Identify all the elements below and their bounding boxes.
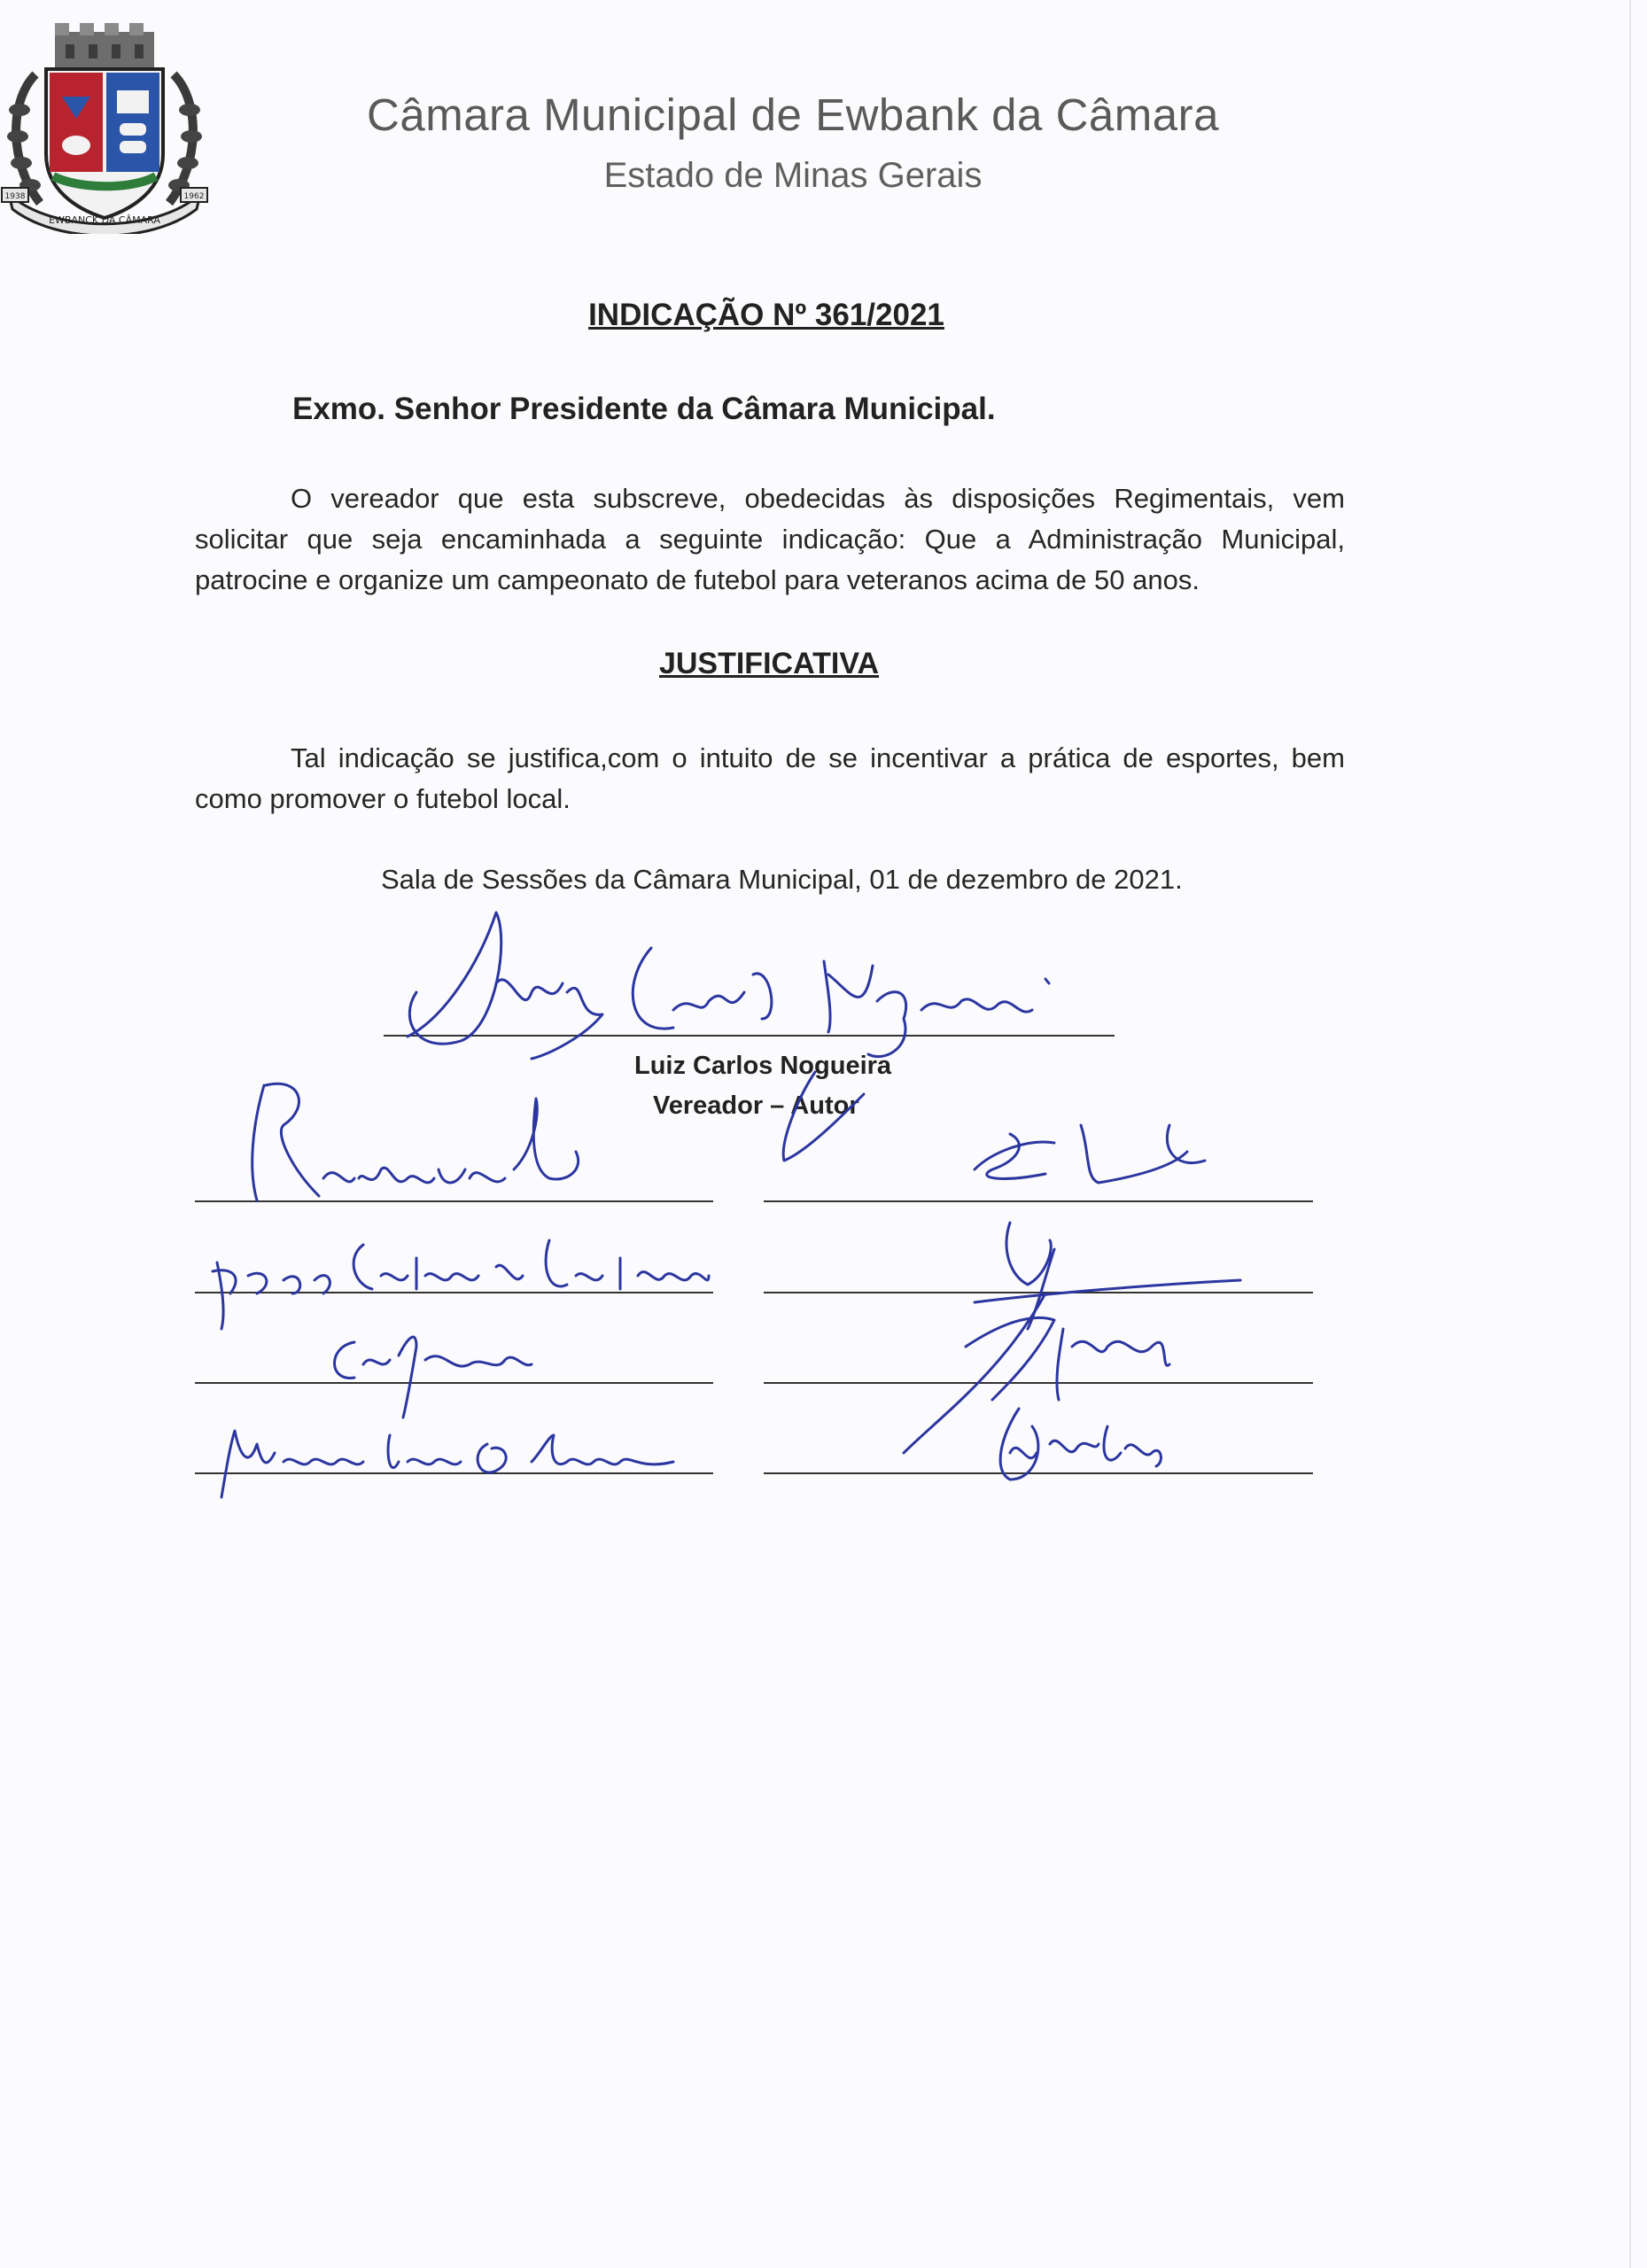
institution-title: Câmara Municipal de Ewbank da Câmara bbox=[367, 89, 1219, 140]
signature-right-2 bbox=[975, 1223, 1240, 1329]
signature-jose bbox=[213, 1240, 709, 1329]
municipal-crest-icon bbox=[0, 12, 209, 234]
closing-place-date: Sala de Sessões da Câmara Municipal, 01 de dezembro de 2021. bbox=[381, 864, 1183, 895]
signature-line bbox=[764, 1382, 1313, 1384]
author-role: Vereador – Autor bbox=[653, 1091, 859, 1120]
signature-line bbox=[764, 1200, 1313, 1202]
signature-manoel bbox=[221, 1431, 673, 1497]
page-edge bbox=[1629, 0, 1631, 2268]
signature-raimundo bbox=[252, 1084, 579, 1200]
salutation: Exmo. Senhor Presidente da Câmara Municipal. bbox=[292, 392, 996, 426]
svg-text:1962: 1962 bbox=[183, 192, 205, 201]
author-signature bbox=[408, 913, 1049, 1059]
justification-heading: JUSTIFICATIVA bbox=[658, 647, 880, 680]
signature-third bbox=[335, 1337, 532, 1418]
signature-line bbox=[764, 1292, 1313, 1293]
signature-line bbox=[195, 1382, 713, 1384]
signature-right-1 bbox=[975, 1125, 1205, 1183]
signature-right-3 bbox=[904, 1293, 1169, 1453]
svg-text:1938: 1938 bbox=[4, 192, 26, 201]
signature-line bbox=[764, 1472, 1313, 1474]
justification-paragraph: Tal indicação se justifica,com o intuito de se incentivar a prática de esportes, bem como promover o futebol local. bbox=[195, 742, 1345, 814]
signature-line bbox=[195, 1472, 713, 1474]
svg-text:EWBANCK DA CÂMARA: EWBANCK DA CÂMARA bbox=[49, 214, 160, 226]
author-signature-line bbox=[384, 1035, 1115, 1037]
signature-line bbox=[195, 1292, 713, 1293]
document-number: INDICAÇÃO Nº 361/2021 bbox=[588, 298, 944, 332]
author-name: Luiz Carlos Nogueira bbox=[634, 1052, 892, 1080]
body-paragraph: O vereador que esta subscreve, obedecidas às disposições Regimentais, vem solicitar que seja encaminhada a seguinte indicação: Que a Administração Municipal, patrocine e organize um campeonato de futebol para veteranos acima de 50 anos. bbox=[195, 483, 1345, 595]
signature-line bbox=[195, 1200, 713, 1202]
state-subtitle: Estado de Minas Gerais bbox=[603, 156, 983, 195]
signature-right-4 bbox=[1000, 1409, 1161, 1480]
